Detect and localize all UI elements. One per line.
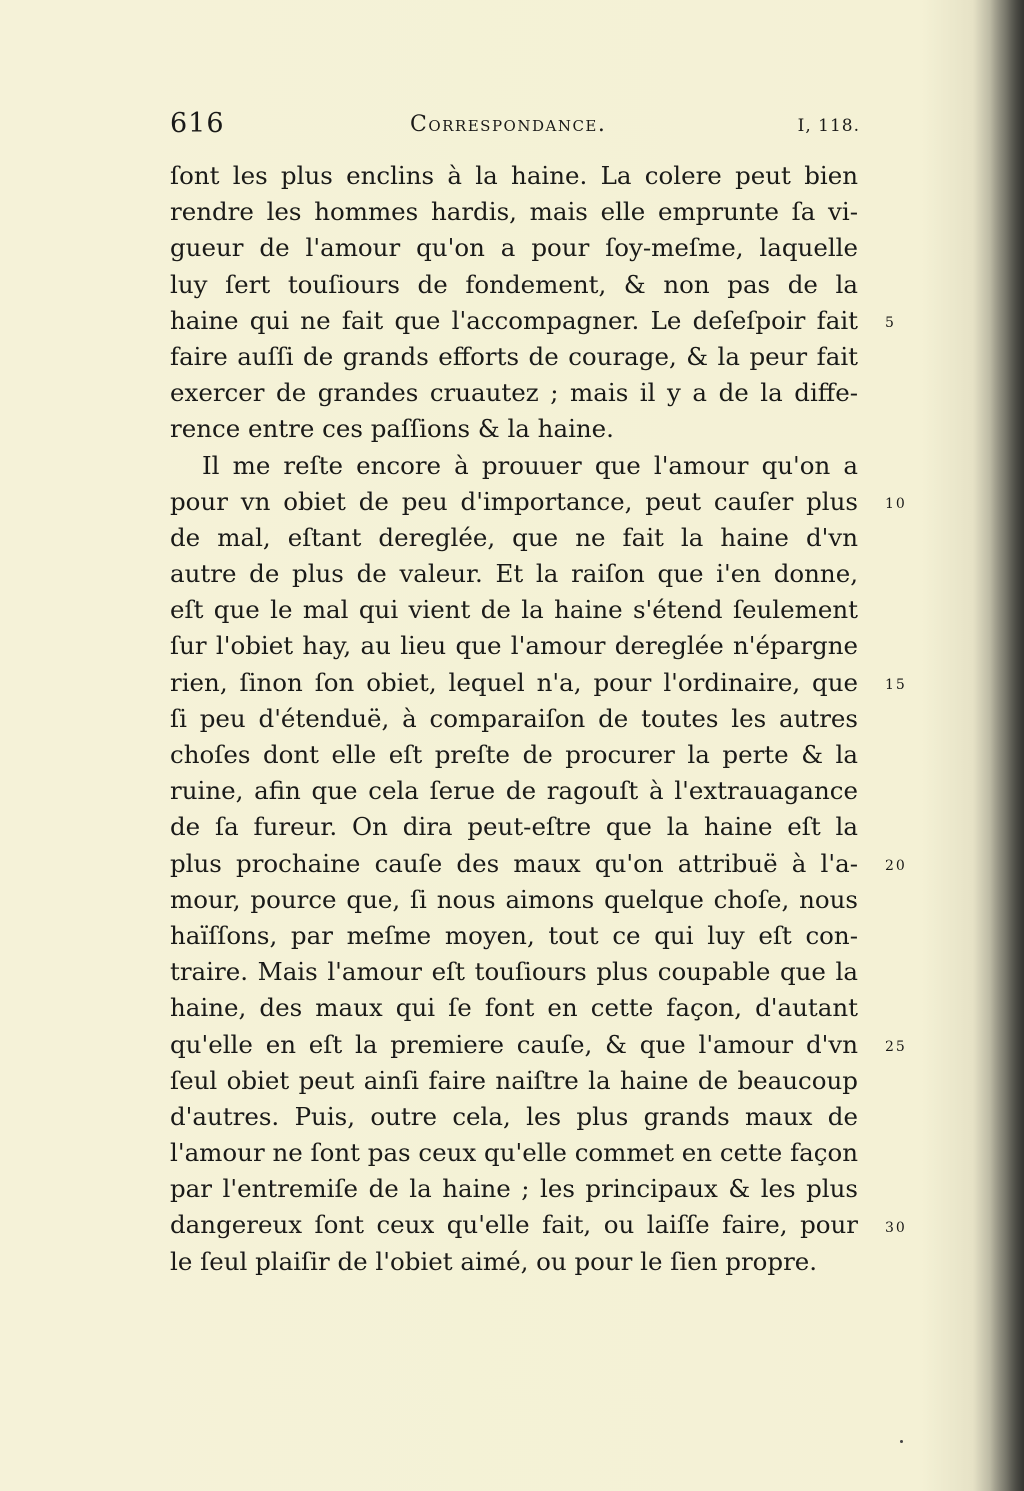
- line-number: 25: [885, 1038, 907, 1055]
- text-line: par l'entremiſe de la haine ; les principaux & les plus: [170, 1174, 858, 1204]
- page-number: 616: [170, 108, 225, 139]
- text-line: luy ſert touſiours de fondement, & non pas de la: [170, 269, 858, 299]
- text-line: Il me reſte encore à prouuer que l'amour qu'on a: [202, 450, 858, 480]
- line-number: 5: [885, 314, 896, 331]
- text-line: haine, des maux qui ſe font en cette façon, d'autant: [170, 993, 858, 1023]
- text-line: l'amour ne ſont pas ceux qu'elle commet en cette façon: [170, 1138, 858, 1168]
- text-line: rien, ſinon ſon obiet, lequel n'a, pour l'ordinaire, que: [170, 667, 858, 697]
- text-line: rendre les hommes hardis, mais elle emprunte ſa vi-: [170, 197, 858, 227]
- text-line: eſt que le mal qui vient de la haine s'étend ſeulement: [170, 595, 858, 625]
- text-line: mour, pource que, ſi nous aimons quelque choſe, nous: [170, 884, 858, 914]
- body-text: [170, 158, 858, 1280]
- text-line: de mal, eſtant dereglée, que ne fait la haine d'vn: [170, 522, 858, 552]
- text-line: exercer de grandes cruautez ; mais il y a de la diffe-: [170, 378, 858, 408]
- text-line: dangereux ſont ceux qu'elle fait, ou laiſſe faire, pour: [170, 1210, 858, 1240]
- text-line: ſi peu d'étenduë, à comparaiſon de toutes les autres: [170, 703, 858, 733]
- text-line: haïſſons, par meſme moyen, tout ce qui luy eſt con-: [170, 920, 858, 950]
- text-line: gueur de l'amour qu'on a pour ſoy-meſme, laquelle: [170, 233, 858, 263]
- running-header: [170, 108, 860, 148]
- line-number: 30: [885, 1219, 907, 1236]
- text-line: rence entre ces paſſions & la haine.: [170, 414, 614, 444]
- text-line: pour vn obiet de peu d'importance, peut cauſer plus: [170, 486, 858, 516]
- line-number: 10: [885, 495, 907, 512]
- text-line: ſeul obiet peut ainſi faire naiſtre la haine de beaucoup: [170, 1065, 858, 1095]
- text-line: ſur l'obiet hay, au lieu que l'amour dereglée n'épargne: [170, 631, 858, 661]
- text-line: autre de plus de valeur. Et la raiſon que i'en donne,: [170, 559, 858, 589]
- text-line: le ſeul plaiſir de l'obiet aimé, ou pour le ſien propre.: [170, 1246, 818, 1276]
- binding-shadow: [990, 0, 1024, 1491]
- text-line: traire. Mais l'amour eſt touſiours plus coupable que la: [170, 957, 858, 987]
- text-line: qu'elle en eſt la premiere cauſe, & que l'amour d'vn: [170, 1029, 858, 1059]
- text-line: de ſa fureur. On dira peut-eſtre que la haine eſt la: [170, 812, 858, 842]
- line-number: 15: [885, 676, 907, 693]
- line-number: 20: [885, 857, 907, 874]
- text-line: ſont les plus enclins à la haine. La colere peut bien: [170, 161, 858, 190]
- running-title: Correspondance.: [410, 112, 607, 137]
- text-line: plus prochaine cauſe des maux qu'on attribuë à l'a-: [170, 848, 858, 878]
- letter-reference: I, 118.: [797, 116, 860, 136]
- paper-speck: [900, 1440, 903, 1443]
- text-line: ruine, afin que cela ſerue de ragouſt à l'extrauagance: [170, 776, 858, 806]
- text-line: haine qui ne fait que l'accompagner. Le deſeſpoir fait: [170, 305, 858, 335]
- text-line: choſes dont elle eſt preſte de procurer la perte & la: [170, 740, 858, 769]
- text-line: d'autres. Puis, outre cela, les plus grands maux de: [170, 1101, 858, 1131]
- text-line: faire auſſi de grands efforts de courage, & la peur fait: [170, 341, 858, 371]
